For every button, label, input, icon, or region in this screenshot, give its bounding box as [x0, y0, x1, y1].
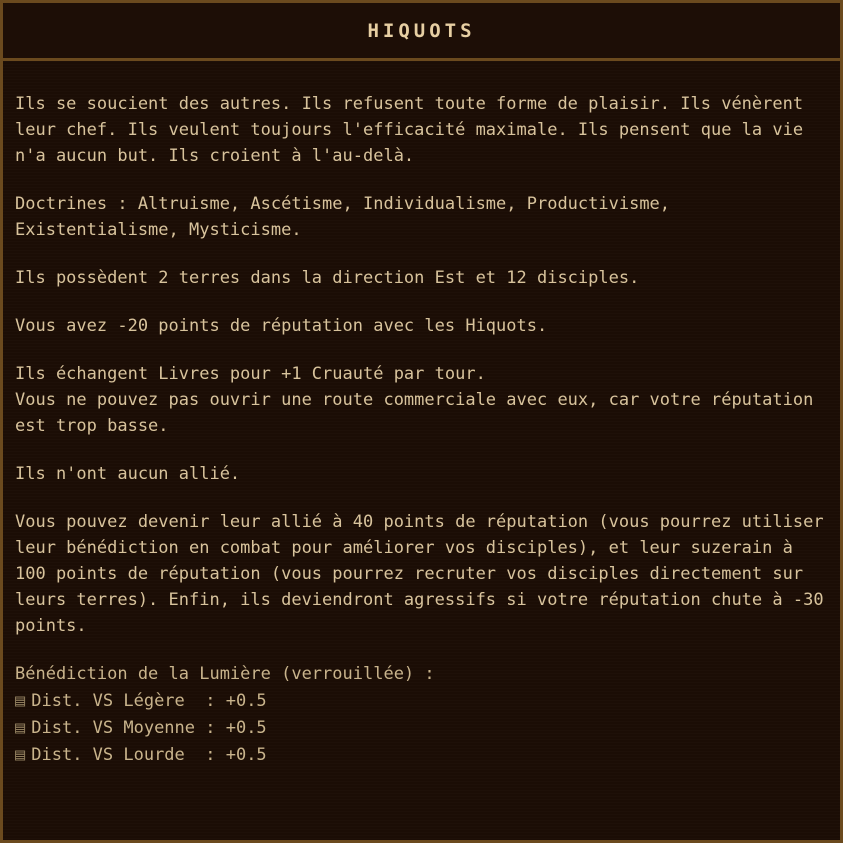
reputation-paragraph: Vous avez -20 points de réputation avec les Hiquots. — [15, 316, 548, 336]
blessing-stat-value: +0.5 — [225, 691, 267, 711]
panel-title-bar — [3, 3, 840, 61]
blessing-section — [15, 661, 828, 769]
lands-paragraph: Ils possèdent 2 terres dans la direction Est et 12 disciples. — [15, 268, 640, 288]
blessing-stat-label: Dist. VS Lourde : — [31, 745, 226, 765]
blessing-bullet-icon: ▤ — [15, 718, 26, 738]
alliance-info-paragraph: Vous pouvez devenir leur allié à 40 points de réputation (vous pourrez utiliser leur bénédiction en combat pour améliorer vos disciples), et leur suzerain à 100 points de réputation (vous pourrez recruter vos disciples directement sur leurs terres). Enfin, ils deviendront agressifs si votre réputation chute à -30 points. — [15, 512, 834, 636]
blessing-stat-value: +0.5 — [225, 745, 267, 765]
blessing-stat-value: +0.5 — [225, 718, 267, 738]
blessing-stat-row — [15, 742, 828, 769]
allies-paragraph: Ils n'ont aucun allié. — [15, 464, 241, 484]
blessing-stat-label: Dist. VS Légère : — [31, 691, 226, 711]
blessing-stat-label: Dist. VS Moyenne : — [31, 718, 226, 738]
blessing-stat-row — [15, 688, 828, 715]
blessing-stat-row — [15, 715, 828, 742]
blessing-bullet-icon: ▤ — [15, 745, 26, 765]
blessing-title: Bénédiction de la Lumière (verrouillée) : — [15, 664, 435, 684]
panel-body — [3, 61, 840, 840]
blessing-bullet-icon: ▤ — [15, 691, 26, 711]
page-title: HIQUOTS — [367, 19, 476, 42]
trade-blocked-paragraph: Vous ne pouvez pas ouvrir une route commerciale avec eux, car votre réputation est trop basse. — [15, 390, 824, 436]
beliefs-paragraph: Ils se soucient des autres. Ils refusent toute forme de plaisir. Ils vénèrent leur chef. Ils veulent toujours l'efficacité maximale. Ils pensent que la vie n'a aucun but. Ils croient à l'au-delà. — [15, 94, 814, 166]
doctrines-paragraph: Doctrines : Altruisme, Ascétisme, Individualisme, Productivisme, Existentialisme, Mysticisme. — [15, 194, 681, 240]
trade-offer-paragraph: Ils échangent Livres pour +1 Cruauté par tour. — [15, 364, 486, 384]
